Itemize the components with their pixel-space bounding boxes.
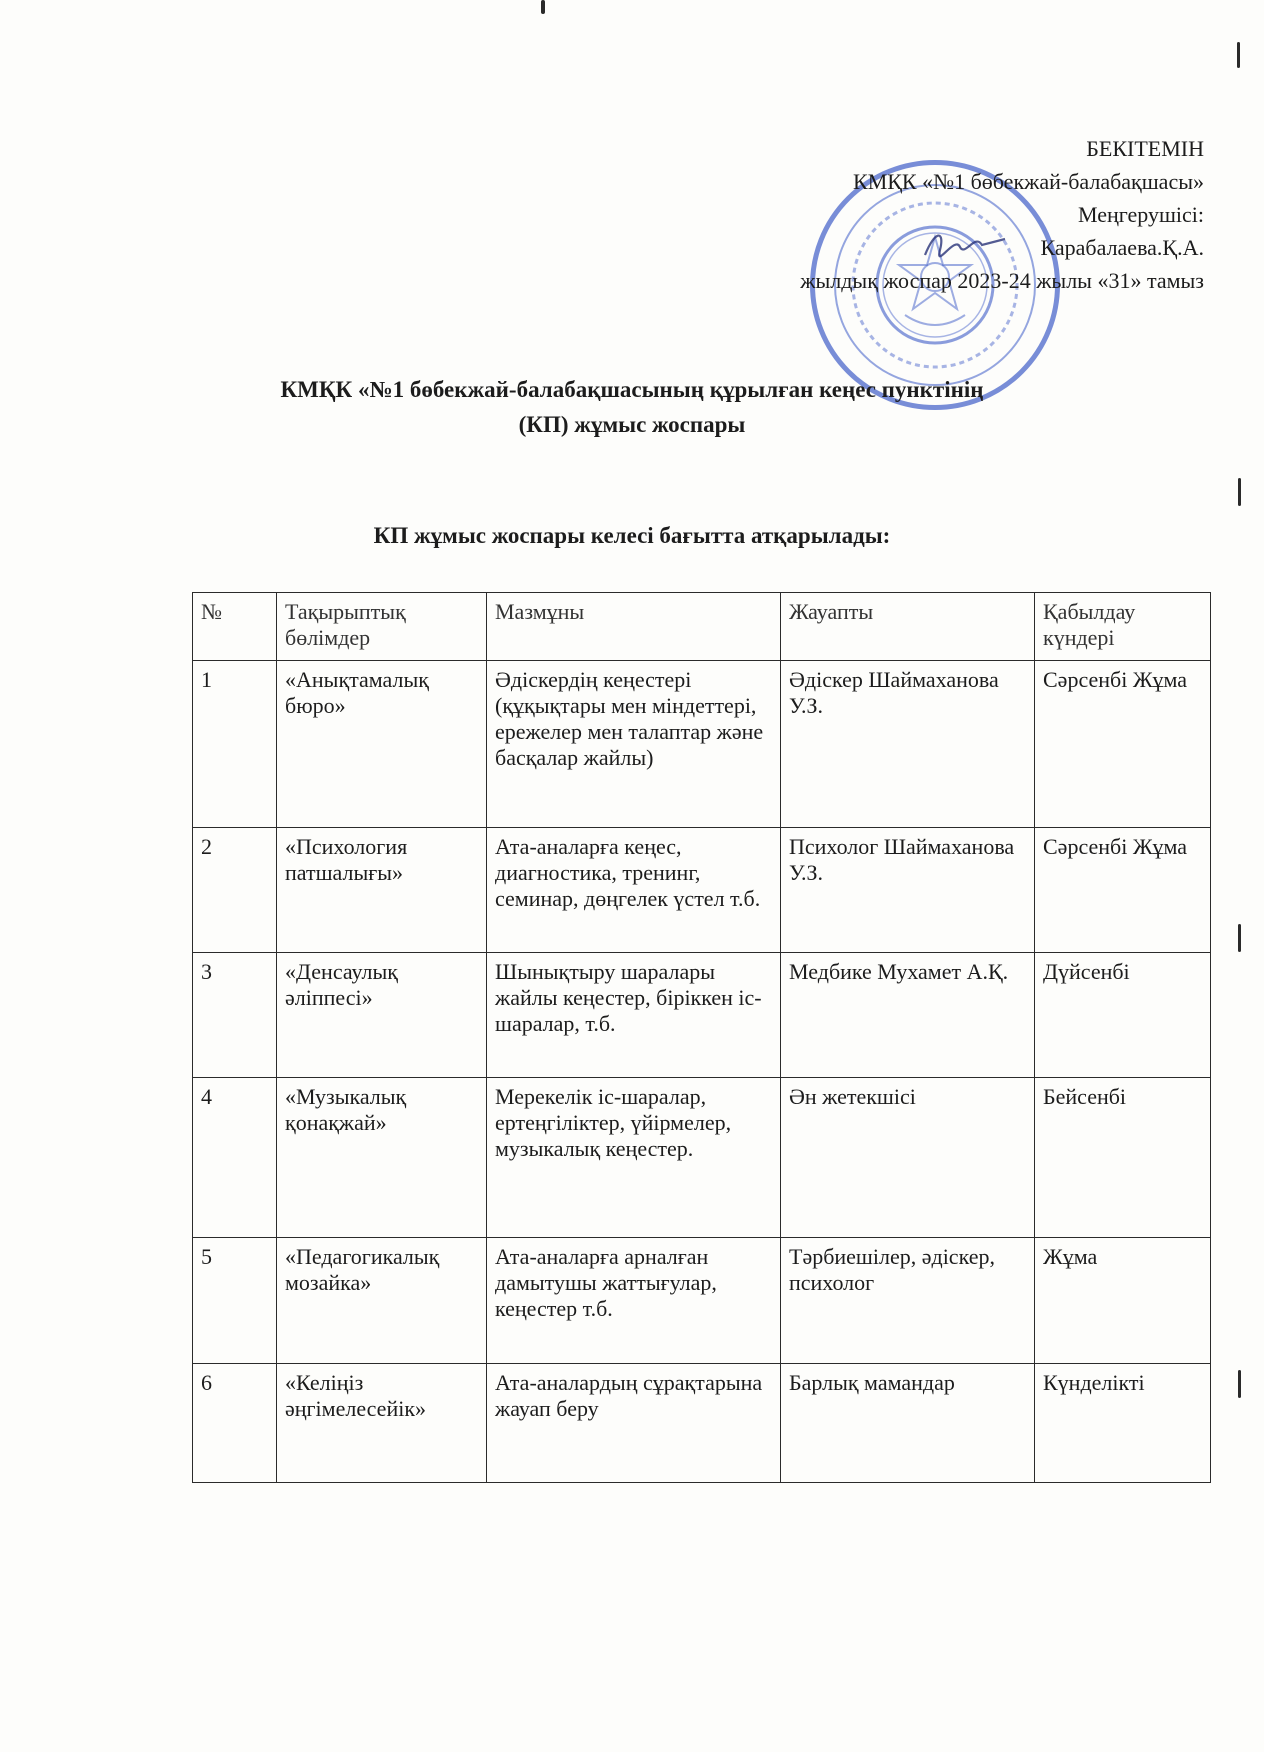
header-section: Тақырыптық бөлімдер — [277, 593, 487, 661]
approval-heading: БЕКІТЕМІН — [1086, 136, 1204, 161]
approval-date: жылдық жоспар 2023-24 жылы «31» тамыз — [800, 268, 1204, 293]
cell-responsible: Ән жетекшісі — [781, 1078, 1035, 1238]
page-title-line: КМҚК «№1 бөбекжай-балабақшасының құрылған кеңес пунктінің — [280, 377, 984, 402]
cell-responsible: Психолог Шаймаханова У.З. — [781, 828, 1035, 953]
cell-number: 2 — [193, 828, 277, 953]
work-plan-table — [192, 592, 1211, 1483]
cell-section: «Педагогикалық мозайка» — [277, 1238, 487, 1364]
scan-mark — [1238, 924, 1241, 952]
cell-section: «Денсаулық әліппесі» — [277, 953, 487, 1078]
cell-section: «Музыкалық қонақжай» — [277, 1078, 487, 1238]
table-row — [193, 1078, 1211, 1238]
table-row — [193, 661, 1211, 828]
table-row — [193, 828, 1211, 953]
cell-section: «Психология патшалығы» — [277, 828, 487, 953]
table-row — [193, 1238, 1211, 1364]
cell-number: 6 — [193, 1364, 277, 1483]
cell-section: «Келіңіз әңгімелесейік» — [277, 1364, 487, 1483]
cell-content: Ата-аналарға арналған дамытушы жаттығулар, кеңестер т.б. — [487, 1238, 781, 1364]
page-title — [0, 372, 1264, 442]
table-row — [193, 1364, 1211, 1483]
approval-position: Меңгерушісі: — [1077, 202, 1204, 227]
approval-organization: КМҚК «№1 бөбекжай-балабақшасы» — [853, 169, 1204, 194]
cell-responsible: Барлық мамандар — [781, 1364, 1035, 1483]
cell-responsible: Тәрбиешілер, әдіскер, психолог — [781, 1238, 1035, 1364]
scan-mark — [1237, 42, 1240, 68]
scan-mark — [1238, 478, 1241, 506]
cell-content: Шынықтыру шаралары жайлы кеңестер, біріккен іс-шаралар, т.б. — [487, 953, 781, 1078]
cell-content: Ата-аналардың сұрақтарына жауап беру — [487, 1364, 781, 1483]
header-responsible: Жауапты — [781, 593, 1035, 661]
cell-content: Мерекелік іс-шаралар, ертеңгіліктер, үйірмелер, музыкалық кеңестер. — [487, 1078, 781, 1238]
scan-mark — [541, 0, 545, 14]
cell-days: Жұма — [1035, 1238, 1211, 1364]
cell-content: Ата-аналарға кеңес, диагностика, тренинг, семинар, дөңгелек үстел т.б. — [487, 828, 781, 953]
cell-responsible: Әдіскер Шаймаханова У.З. — [781, 661, 1035, 828]
table-header-row — [193, 593, 1211, 661]
cell-number: 5 — [193, 1238, 277, 1364]
cell-days: Сәрсенбі Жұма — [1035, 661, 1211, 828]
header-content: Мазмұны — [487, 593, 781, 661]
cell-number: 4 — [193, 1078, 277, 1238]
cell-days: Бейсенбі — [1035, 1078, 1211, 1238]
header-days: Қабылдау күндері — [1035, 593, 1211, 661]
scan-mark — [1238, 1370, 1241, 1398]
cell-days: Сәрсенбі Жұма — [1035, 828, 1211, 953]
cell-days: Күнделікті — [1035, 1364, 1211, 1483]
table-row — [193, 953, 1211, 1078]
page-subtitle: КП жұмыс жоспары келесі бағытта атқарылады: — [373, 523, 891, 548]
header-number: № — [193, 593, 277, 661]
cell-section: «Анықтамалық бюро» — [277, 661, 487, 828]
cell-content: Әдіскердің кеңестері (құқықтары мен міндеттері, ережелер мен талаптар және басқалар жайлы) — [487, 661, 781, 828]
page-title-line: (КП) жұмыс жоспары — [518, 412, 746, 437]
cell-responsible: Медбике Мухамет А.Қ. — [781, 953, 1035, 1078]
cell-number: 1 — [193, 661, 277, 828]
cell-days: Дүйсенбі — [1035, 953, 1211, 1078]
approval-block — [800, 132, 1204, 297]
approval-head-name: Карабалаева.Қ.А. — [1040, 235, 1204, 260]
cell-number: 3 — [193, 953, 277, 1078]
